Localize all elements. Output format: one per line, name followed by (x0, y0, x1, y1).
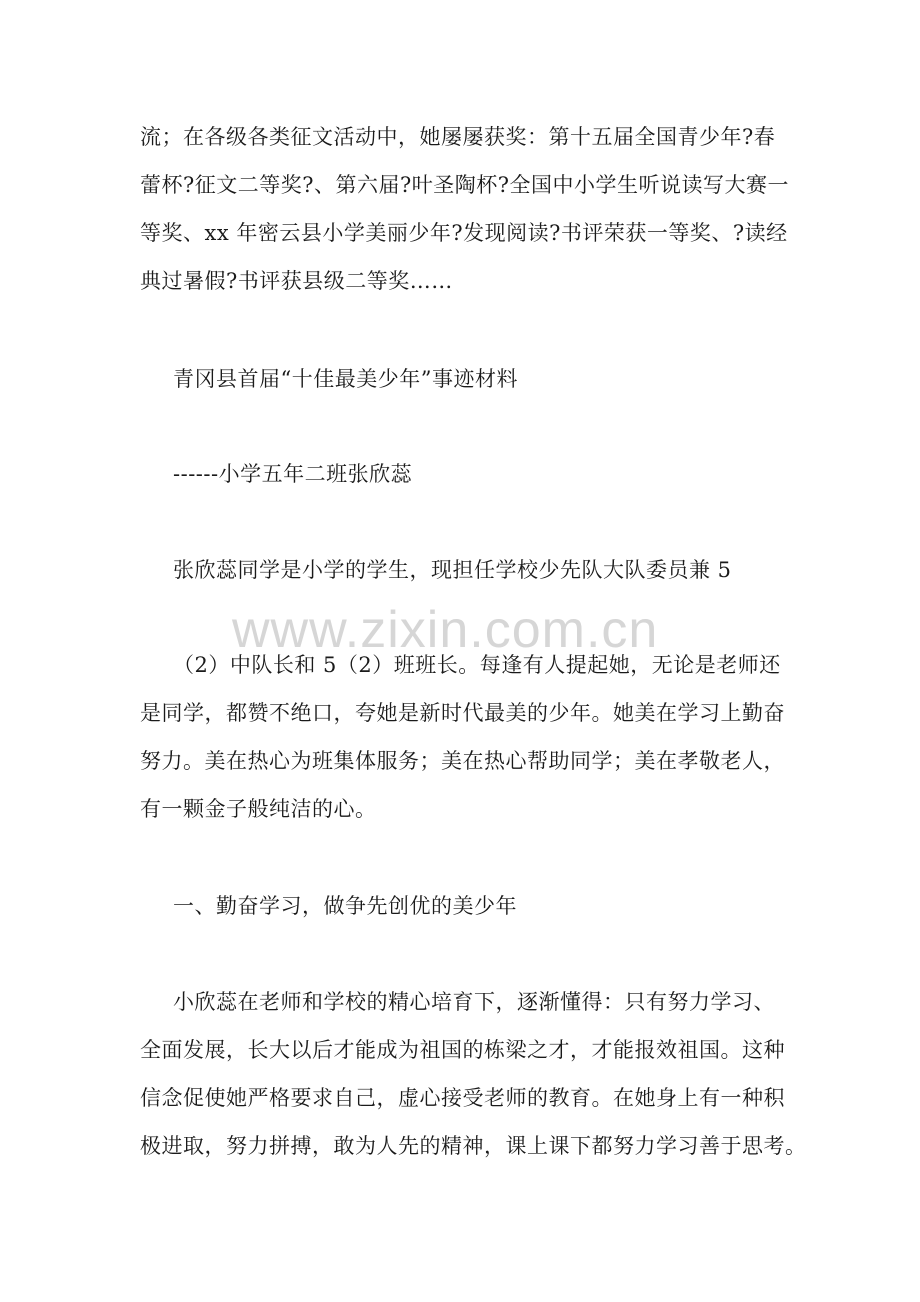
paragraph-line: 是同学，都赞不绝口，夸她是新时代最美的少年。她美在学习上勤奋 (140, 701, 785, 725)
paragraph-line: 极进取，努力拼搏，敢为人先的精神，课上课下都努力学习善于思考。 (140, 1134, 807, 1158)
paragraph-line: 蕾杯?征文二等奖?、第六届?叶圣陶杯?全国中小学生听说读写大赛一 (140, 173, 790, 197)
paragraph-line: 有一颗金子般纯洁的心。 (140, 797, 377, 821)
paragraph-line: 小欣蕊在老师和学校的精心培育下，逐渐懂得：只有努力学习、 (173, 990, 775, 1014)
paragraph-line: 信念促使她严格要求自己，虚心接受老师的教育。在她身上有一种积 (140, 1086, 785, 1110)
paragraph-line: 典过暑假?书评获县级二等奖…… (140, 269, 453, 293)
section-heading: 一、勤奋学习，做争先创优的美少年 (173, 894, 517, 918)
author-line: ------小学五年二班张欣蕊 (173, 462, 413, 486)
watermark: www.zixin.com.cn (232, 601, 659, 659)
paragraph-line: 张欣蕊同学是小学的学生，现担任学校少先队大队委员兼 5 (173, 558, 732, 582)
paragraph-line: 努力。美在热心为班集体服务；美在热心帮助同学；美在孝敬老人， (140, 749, 785, 773)
paragraph-line: 流；在各级各类征文活动中，她屡屡获奖：第十五届全国青少年?春 (140, 125, 776, 149)
document-title: 青冈县首届“十佳最美少年”事迹材料 (173, 367, 518, 391)
paragraph-line: 全面发展，长大以后才能成为祖国的栋梁之才，才能报效祖国。这种 (140, 1038, 785, 1062)
paragraph-line: 等奖、xx 年密云县小学美丽少年?发现阅读?书评荣获一等奖、?读经 (140, 221, 788, 245)
paragraph-line: （2）中队长和 5（2）班班长。每逢有人提起她，无论是老师还 (173, 653, 781, 677)
